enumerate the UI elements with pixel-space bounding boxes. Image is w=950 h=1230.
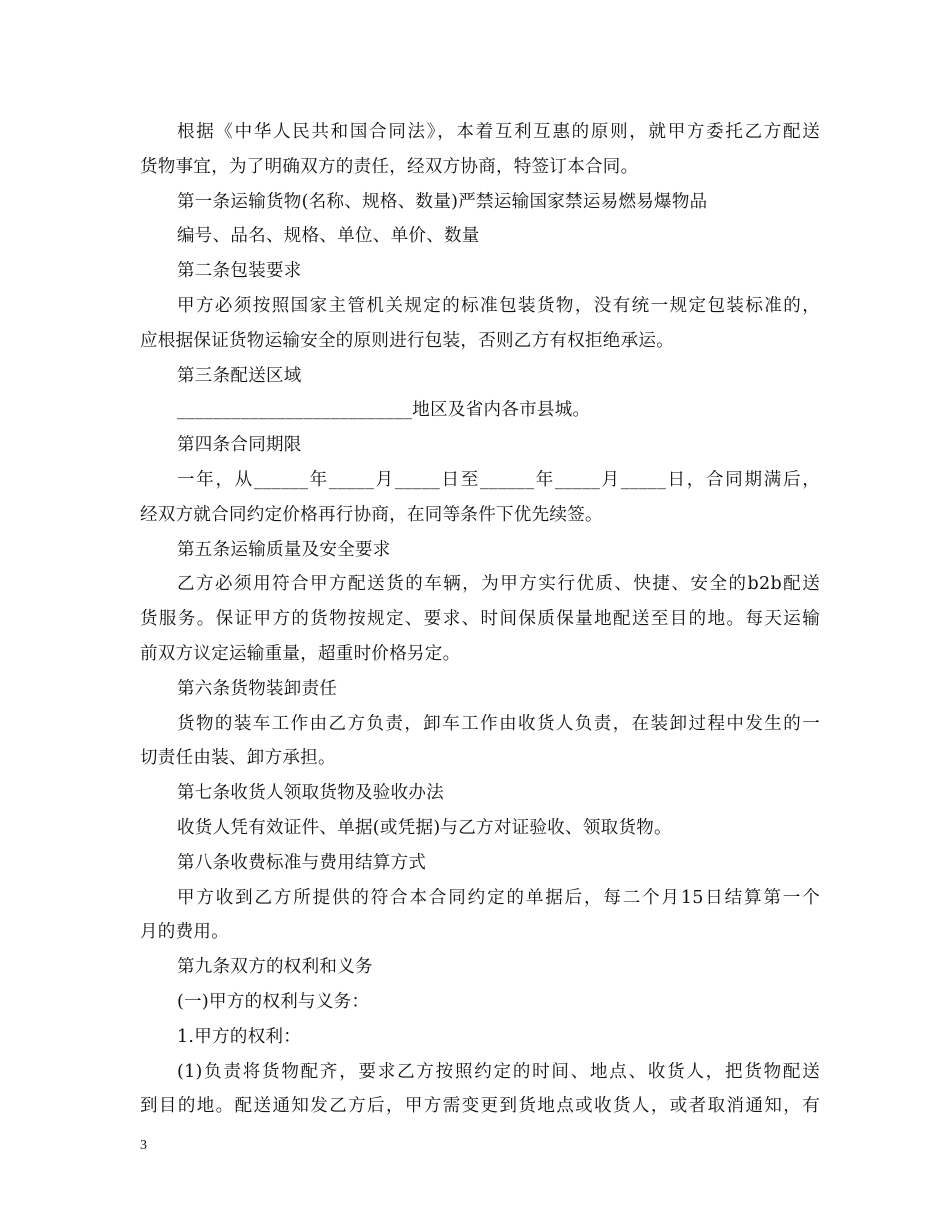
text-line: 第五条运输质量及安全要求 [177, 539, 391, 560]
text-line: 甲方收到乙方所提供的符合本合同约定的单据后，每二个月15日结算第一个 [177, 887, 820, 908]
text-line: 货服务。保证甲方的货物按规定、要求、时间保质保量地配送至目的地。每天运输 [140, 609, 820, 630]
text-line: 收货人凭有效证件、单据(或凭据)与乙方对证验收、领取货物。 [177, 817, 672, 838]
text-line: 到目的地。配送通知发乙方后，甲方需变更到货地点或收货人，或者取消通知，有 [140, 1096, 820, 1117]
text-line: 应根据保证货物运输安全的原则进行包装，否则乙方有权拒绝承运。 [140, 330, 674, 351]
text-line: 第七条收货人领取货物及验收办法 [177, 783, 444, 804]
text-line: (一)甲方的权利与义务： [177, 991, 370, 1012]
text-line: 第九条双方的权利和义务 [177, 957, 373, 978]
text-line: 第六条货物装卸责任 [177, 678, 338, 699]
text-line: 1.甲方的权利： [177, 1026, 302, 1047]
text-line: 第三条配送区域 [177, 365, 302, 386]
text-line: 一年，从______年_____月_____日至______年_____月_____日，合同期满后， [177, 469, 820, 490]
text-line: 第四条合同期限 [177, 435, 302, 456]
page-number: 3 [140, 1138, 147, 1153]
text-line: 前双方议定运输重量，超重时价格另定。 [140, 643, 461, 664]
text-line: 货物事宜，为了明确双方的责任，经双方协商，特签订本合同。 [140, 156, 639, 177]
text-line: 根据《中华人民共和国合同法》，本着互利互惠的原则，就甲方委托乙方配送 [177, 122, 820, 142]
text-line: 第一条运输货物(名称、规格、数量)严禁运输国家禁运易燃易爆物品 [177, 191, 708, 212]
text-line: 切责任由装、卸方承担。 [140, 748, 336, 769]
text-line: 第八条收费标准与费用结算方式 [177, 852, 427, 873]
text-line: __________________________地区及省内各市县城。 [177, 400, 591, 421]
text-line: 经双方就合同约定价格再行协商，在同等条件下优先续签。 [140, 504, 603, 525]
text-line: (1)负责将货物配齐，要求乙方按照约定的时间、地点、收货人，把货物配送 [177, 1061, 820, 1082]
document-body [140, 115, 820, 1124]
text-line: 货物的装车工作由乙方负责，卸车工作由收货人负责，在装卸过程中发生的一 [177, 713, 820, 734]
text-line: 乙方必须用符合甲方配送货的车辆，为甲方实行优质、快捷、安全的b2b配送 [177, 574, 820, 595]
text-line: 编号、品名、规格、单位、单价、数量 [177, 226, 480, 247]
text-line: 月的费用。 [140, 922, 229, 943]
text-line: 甲方必须按照国家主管机关规定的标准包装货物，没有统一规定包装标准的， [177, 295, 820, 316]
text-line: 第二条包装要求 [177, 261, 302, 282]
